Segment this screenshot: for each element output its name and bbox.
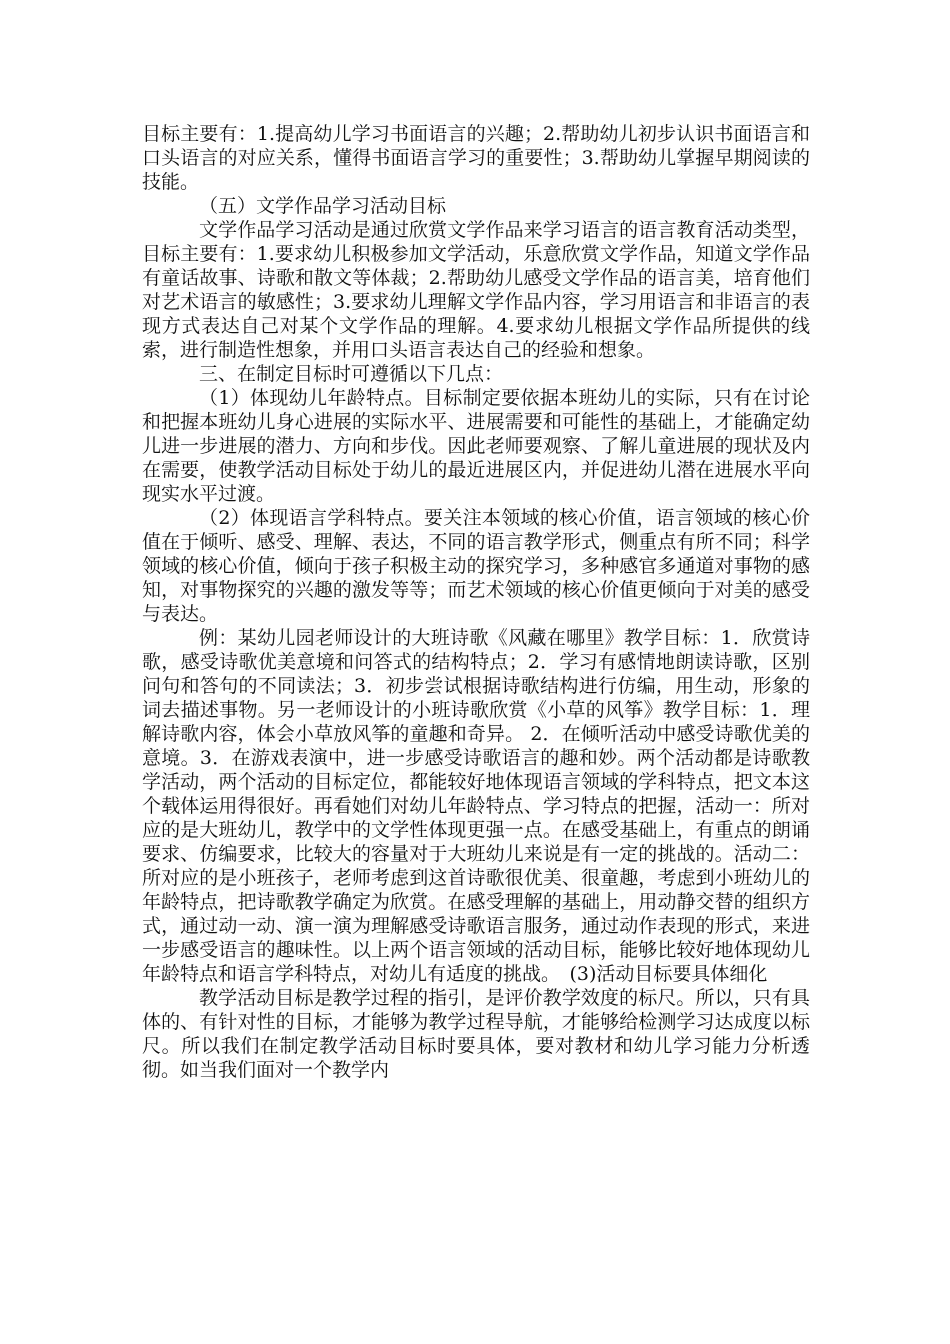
document-page	[142, 122, 810, 1082]
paragraph-age-characteristics: （1）体现幼儿年龄特点。目标制定要依据本班幼儿的实际，只有在讨论和把握本班幼儿身心进展的实际水平、进展需要和可能性的基础上，才能确定幼儿进一步进展的潜力、方向和步伐。因此老师要观察、了解儿童进展的现状及内在需要，使教学活动目标处于幼儿的最近进展区内，并促进幼儿潜在进展水平向现实水平过渡。	[142, 387, 810, 505]
section-heading-literature-goals: （五）文学作品学习活动目标	[199, 195, 447, 217]
paragraph-specific-goals: 教学活动目标是教学过程的指引，是评价教学效度的标尺。所以，只有具体的、有针对性的目标，才能够为教学过程导航，才能够给检测学习达成度以标尺。所以我们在制定教学活动目标时要具体，要对教材和幼儿学习能力分析透彻。如当我们面对一个教学内	[142, 987, 810, 1081]
paragraph-subject-characteristics: （2）体现语言学科特点。要关注本领域的核心价值，语言领域的核心价值在于倾听、感受、理解、表达，不同的语言教学形式，侧重点有所不同；科学领域的核心价值，倾向于孩子积极主动的探究学习，多种感官多通道对事物的感知，对事物探究的兴趣的激发等等；而艺术领域的核心价值更倾向于对美的感受与表达。	[142, 507, 810, 625]
paragraph-example: 例：某幼儿园老师设计的大班诗歌《风藏在哪里》教学目标：1．欣赏诗歌，感受诗歌优美意境和问答式的结构特点；2．学习有感情地朗读诗歌，区别问句和答句的不同读法；3．初步尝试根据诗歌结构进行仿编，用生动，形象的词去描述事物。另一老师设计的小班诗歌欣赏《小草的风筝》教学目标：1．理解诗歌内容，体会小草放风筝的童趣和奇异。 2．在倾听活动中感受诗歌优美的意境。3．在游戏表演中，进一步感受诗歌语言的趣和妙。两个活动都是诗歌教学活动，两个活动的目标定位，都能较好地体现语言领域的学科特点，把文本这个载体运用得很好。再看她们对幼儿年龄特点、学习特点的把握，活动一：所对应的是大班幼儿，教学中的文学性体现更强一点。在感受基础上，有重点的朗诵要求、仿编要求，比较大的容量对于大班幼儿来说是有一定的挑战的。活动二：所对应的是小班孩子，老师考虑到这首诗歌很优美、很童趣，考虑到小班幼儿的年龄特点，把诗歌教学确定为欣赏。在感受理解的基础上，用动静交替的组织方式，通过动一动、演一演为理解感受诗歌语言服务，通过动作表现的形式，来进一步感受语言的趣味性。以上两个语言领域的活动目标，能够比较好地体现幼儿年龄特点和语言学科特点，对幼儿有适度的挑战。 (3)活动目标要具体细化	[142, 627, 810, 985]
paragraph-literature-goals: 文学作品学习活动是通过欣赏文学作品来学习语言的语言教育活动类型，目标主要有：1.要求幼儿积极参加文学活动，乐意欣赏文学作品，知道文学作品有童话故事、诗歌和散文等体裁；2.帮助幼儿感受文学作品的语言美，培育他们对艺术语言的敏感性；3.要求幼儿理解文学作品内容，学习用语言和非语言的表现方式表达自己对某个文学作品的理解。4.要求幼儿根据文学作品所提供的线索，进行制造性想象，并用口头语言表达自己的经验和想象。	[142, 219, 810, 361]
paragraph-reading-goals-continued: 目标主要有：1.提高幼儿学习书面语言的兴趣；2.帮助幼儿初步认识书面语言和口头语言的对应关系，懂得书面语言学习的重要性；3.帮助幼儿掌握早期阅读的技能。	[142, 123, 810, 193]
section-heading-goal-principles: 三、在制定目标时可遵循以下几点：	[199, 363, 504, 385]
